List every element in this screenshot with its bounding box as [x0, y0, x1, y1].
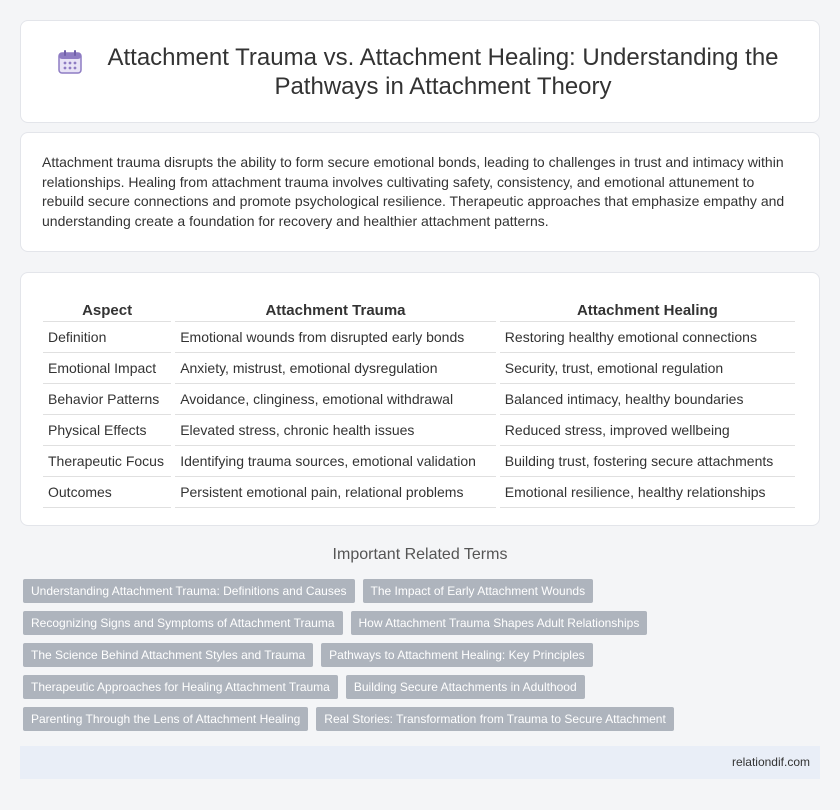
related-term-link[interactable]: The Science Behind Attachment Styles and Trauma	[23, 643, 313, 667]
tag-row	[23, 611, 823, 635]
table-cell: Reduced stress, improved wellbeing	[500, 415, 795, 446]
table-cell: Emotional resilience, healthy relationships	[500, 477, 795, 508]
header-trauma: Attachment Trauma	[175, 295, 496, 322]
table-cell: Anxiety, mistrust, emotional dysregulation	[175, 353, 496, 384]
table-row	[43, 446, 795, 477]
tag-row	[23, 675, 823, 699]
comparison-table-card	[20, 272, 820, 526]
table-cell: Avoidance, clinginess, emotional withdrawal	[175, 384, 496, 415]
table-row	[43, 353, 795, 384]
related-term-link[interactable]: Parenting Through the Lens of Attachment Healing	[23, 707, 308, 731]
related-term-link[interactable]: How Attachment Trauma Shapes Adult Relationships	[351, 611, 648, 635]
tag-row	[23, 643, 823, 667]
table-cell: Emotional Impact	[43, 353, 171, 384]
footer-site-link[interactable]: relationdif.com	[731, 755, 810, 769]
table-cell: Physical Effects	[43, 415, 171, 446]
table-cell: Definition	[43, 322, 171, 353]
table-cell: Identifying trauma sources, emotional validation	[175, 446, 496, 477]
calendar-icon	[57, 49, 83, 75]
intro-card	[20, 132, 820, 252]
table-cell: Behavior Patterns	[43, 384, 171, 415]
related-terms-list	[23, 579, 823, 739]
related-term-link[interactable]: Pathways to Attachment Healing: Key Principles	[321, 643, 592, 667]
table-cell: Emotional wounds from disrupted early bonds	[175, 322, 496, 353]
table-cell: Building trust, fostering secure attachments	[500, 446, 795, 477]
table-cell: Outcomes	[43, 477, 171, 508]
tag-row	[23, 707, 823, 731]
table-header-row	[43, 295, 795, 322]
related-term-link[interactable]: Understanding Attachment Trauma: Definitions and Causes	[23, 579, 355, 603]
related-terms-title: Important Related Terms	[332, 546, 508, 563]
table-row	[43, 322, 795, 353]
comparison-table	[39, 295, 799, 508]
table-cell: Therapeutic Focus	[43, 446, 171, 477]
related-term-link[interactable]: The Impact of Early Attachment Wounds	[363, 579, 594, 603]
table-row	[43, 477, 795, 508]
related-term-link[interactable]: Real Stories: Transformation from Trauma to Secure Attachment	[316, 707, 673, 731]
table-cell: Elevated stress, chronic health issues	[175, 415, 496, 446]
table-cell: Restoring healthy emotional connections	[500, 322, 795, 353]
page-title: Attachment Trauma vs. Attachment Healing: Understanding the Pathways in Attachment Theory	[107, 43, 779, 100]
table-row	[43, 415, 795, 446]
table-row	[43, 384, 795, 415]
related-term-link[interactable]: Building Secure Attachments in Adulthood	[346, 675, 585, 699]
header-healing: Attachment Healing	[500, 295, 795, 322]
header-aspect: Aspect	[43, 295, 171, 322]
related-term-link[interactable]: Recognizing Signs and Symptoms of Attachment Trauma	[23, 611, 343, 635]
table-cell: Balanced intimacy, healthy boundaries	[500, 384, 795, 415]
table-cell: Security, trust, emotional regulation	[500, 353, 795, 384]
header-card	[20, 20, 820, 123]
intro-text: Attachment trauma disrupts the ability to form secure emotional bonds, leading to challenges in trust and intimacy within relationships. Healing from attachment trauma involves cultivating safety, consistency, and emotional attunement to rebuild secure connections and promote psychological resilience. Therapeutic approaches that emphasize empathy and understanding create a foundation for recovery and healthier attachment patterns.	[42, 154, 785, 229]
related-term-link[interactable]: Therapeutic Approaches for Healing Attachment Trauma	[23, 675, 338, 699]
table-cell: Persistent emotional pain, relational problems	[175, 477, 496, 508]
tag-row	[23, 579, 823, 603]
footer	[20, 746, 820, 779]
